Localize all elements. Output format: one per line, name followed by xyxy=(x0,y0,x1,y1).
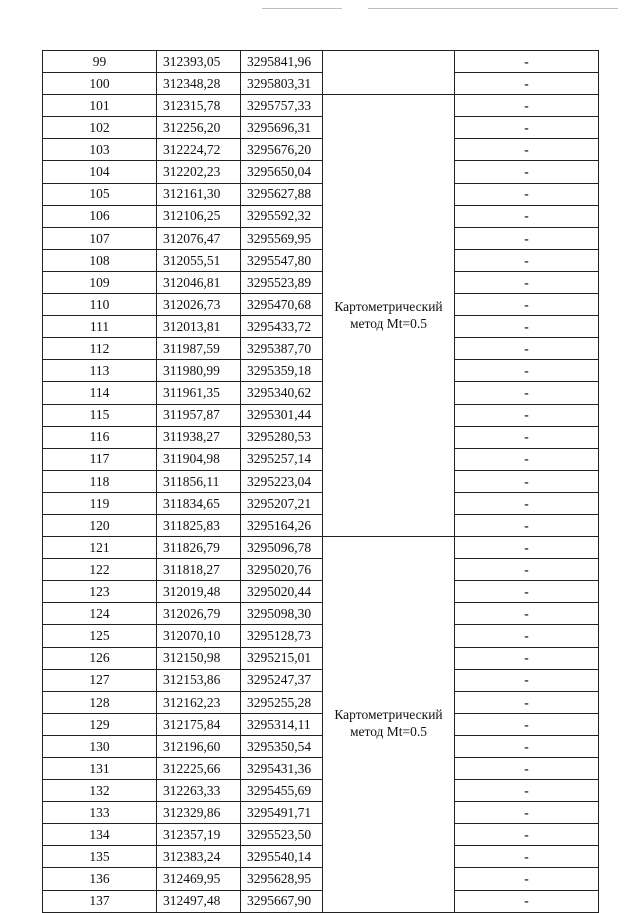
point-number-cell: 123 xyxy=(43,581,157,603)
accuracy-value-cell: - xyxy=(455,360,599,382)
accuracy-value-cell: - xyxy=(455,824,599,846)
point-number-cell: 128 xyxy=(43,691,157,713)
accuracy-value-cell: - xyxy=(455,95,599,117)
accuracy-value-cell: - xyxy=(455,802,599,824)
table-row xyxy=(43,647,599,669)
x-coordinate-cell: 311987,59 xyxy=(157,338,241,360)
x-coordinate-cell: 311980,99 xyxy=(157,360,241,382)
accuracy-value-cell: - xyxy=(455,492,599,514)
x-coordinate-cell: 312070,10 xyxy=(157,625,241,647)
point-number-cell: 105 xyxy=(43,183,157,205)
x-coordinate-cell: 312196,60 xyxy=(157,735,241,757)
table-row xyxy=(43,183,599,205)
point-number-cell: 129 xyxy=(43,713,157,735)
x-coordinate-cell: 312076,47 xyxy=(157,227,241,249)
x-coordinate-cell: 312329,86 xyxy=(157,802,241,824)
accuracy-value-cell: - xyxy=(455,227,599,249)
point-number-cell: 130 xyxy=(43,735,157,757)
x-coordinate-cell: 312224,72 xyxy=(157,139,241,161)
table-row xyxy=(43,669,599,691)
x-coordinate-cell: 312469,95 xyxy=(157,868,241,890)
accuracy-value-cell: - xyxy=(455,625,599,647)
point-number-cell: 106 xyxy=(43,205,157,227)
y-coordinate-cell: 3295523,50 xyxy=(241,824,323,846)
x-coordinate-cell: 311825,83 xyxy=(157,514,241,536)
accuracy-value-cell: - xyxy=(455,271,599,293)
point-number-cell: 120 xyxy=(43,514,157,536)
top-rule-1 xyxy=(262,8,342,9)
point-number-cell: 124 xyxy=(43,603,157,625)
point-number-cell: 115 xyxy=(43,404,157,426)
point-number-cell: 122 xyxy=(43,559,157,581)
x-coordinate-cell: 312497,48 xyxy=(157,890,241,912)
x-coordinate-cell: 311834,65 xyxy=(157,492,241,514)
y-coordinate-cell: 3295314,11 xyxy=(241,713,323,735)
table-row xyxy=(43,426,599,448)
table-row xyxy=(43,117,599,139)
accuracy-value-cell: - xyxy=(455,691,599,713)
x-coordinate-cell: 312046,81 xyxy=(157,271,241,293)
y-coordinate-cell: 3295676,20 xyxy=(241,139,323,161)
x-coordinate-cell: 312106,25 xyxy=(157,205,241,227)
table-row xyxy=(43,227,599,249)
accuracy-value-cell: - xyxy=(455,117,599,139)
table-row xyxy=(43,205,599,227)
table-row xyxy=(43,161,599,183)
x-coordinate-cell: 311818,27 xyxy=(157,559,241,581)
accuracy-value-cell: - xyxy=(455,316,599,338)
y-coordinate-cell: 3295247,37 xyxy=(241,669,323,691)
y-coordinate-cell: 3295650,04 xyxy=(241,161,323,183)
x-coordinate-cell: 312013,81 xyxy=(157,316,241,338)
table-row xyxy=(43,890,599,912)
x-coordinate-cell: 312263,33 xyxy=(157,780,241,802)
table-row xyxy=(43,51,599,73)
y-coordinate-cell: 3295215,01 xyxy=(241,647,323,669)
x-coordinate-cell: 312153,86 xyxy=(157,669,241,691)
point-number-cell: 111 xyxy=(43,316,157,338)
accuracy-value-cell: - xyxy=(455,338,599,360)
x-coordinate-cell: 312225,66 xyxy=(157,758,241,780)
table-row xyxy=(43,294,599,316)
point-number-cell: 101 xyxy=(43,95,157,117)
point-number-cell: 117 xyxy=(43,448,157,470)
x-coordinate-cell: 311938,27 xyxy=(157,426,241,448)
table-row xyxy=(43,780,599,802)
x-coordinate-cell: 311826,79 xyxy=(157,537,241,559)
accuracy-value-cell: - xyxy=(455,780,599,802)
y-coordinate-cell: 3295757,33 xyxy=(241,95,323,117)
point-number-cell: 114 xyxy=(43,382,157,404)
point-number-cell: 108 xyxy=(43,249,157,271)
table-row xyxy=(43,95,599,117)
y-coordinate-cell: 3295547,80 xyxy=(241,249,323,271)
accuracy-value-cell: - xyxy=(455,294,599,316)
point-number-cell: 116 xyxy=(43,426,157,448)
y-coordinate-cell: 3295359,18 xyxy=(241,360,323,382)
point-number-cell: 118 xyxy=(43,470,157,492)
accuracy-value-cell: - xyxy=(455,559,599,581)
point-number-cell: 126 xyxy=(43,647,157,669)
table-row xyxy=(43,691,599,713)
point-number-cell: 104 xyxy=(43,161,157,183)
method-cell: Картометрический метод Mt=0.5 xyxy=(323,537,455,913)
method-cell xyxy=(323,51,455,95)
accuracy-value-cell: - xyxy=(455,249,599,271)
point-number-cell: 99 xyxy=(43,51,157,73)
y-coordinate-cell: 3295207,21 xyxy=(241,492,323,514)
table-row xyxy=(43,338,599,360)
x-coordinate-cell: 312026,79 xyxy=(157,603,241,625)
table-row xyxy=(43,316,599,338)
coordinates-table xyxy=(42,50,599,913)
y-coordinate-cell: 3295627,88 xyxy=(241,183,323,205)
point-number-cell: 100 xyxy=(43,73,157,95)
y-coordinate-cell: 3295255,28 xyxy=(241,691,323,713)
y-coordinate-cell: 3295020,44 xyxy=(241,581,323,603)
y-coordinate-cell: 3295164,26 xyxy=(241,514,323,536)
x-coordinate-cell: 312383,24 xyxy=(157,846,241,868)
y-coordinate-cell: 3295128,73 xyxy=(241,625,323,647)
accuracy-value-cell: - xyxy=(455,890,599,912)
x-coordinate-cell: 312161,30 xyxy=(157,183,241,205)
table-row xyxy=(43,139,599,161)
point-number-cell: 133 xyxy=(43,802,157,824)
y-coordinate-cell: 3295540,14 xyxy=(241,846,323,868)
table-row xyxy=(43,448,599,470)
y-coordinate-cell: 3295387,70 xyxy=(241,338,323,360)
table-row xyxy=(43,802,599,824)
y-coordinate-cell: 3295340,62 xyxy=(241,382,323,404)
accuracy-value-cell: - xyxy=(455,846,599,868)
x-coordinate-cell: 312055,51 xyxy=(157,249,241,271)
table-row xyxy=(43,514,599,536)
accuracy-value-cell: - xyxy=(455,73,599,95)
accuracy-value-cell: - xyxy=(455,205,599,227)
table-row xyxy=(43,404,599,426)
table-row xyxy=(43,249,599,271)
y-coordinate-cell: 3295803,31 xyxy=(241,73,323,95)
point-number-cell: 135 xyxy=(43,846,157,868)
accuracy-value-cell: - xyxy=(455,448,599,470)
x-coordinate-cell: 312026,73 xyxy=(157,294,241,316)
table-row xyxy=(43,271,599,293)
accuracy-value-cell: - xyxy=(455,868,599,890)
x-coordinate-cell: 312348,28 xyxy=(157,73,241,95)
table-row xyxy=(43,735,599,757)
table-row xyxy=(43,824,599,846)
table-row xyxy=(43,581,599,603)
table-row xyxy=(43,382,599,404)
point-number-cell: 103 xyxy=(43,139,157,161)
accuracy-value-cell: - xyxy=(455,735,599,757)
table-row xyxy=(43,846,599,868)
table-row xyxy=(43,868,599,890)
y-coordinate-cell: 3295350,54 xyxy=(241,735,323,757)
accuracy-value-cell: - xyxy=(455,713,599,735)
x-coordinate-cell: 311957,87 xyxy=(157,404,241,426)
y-coordinate-cell: 3295491,71 xyxy=(241,802,323,824)
accuracy-value-cell: - xyxy=(455,647,599,669)
method-cell: Картометрический метод Mt=0.5 xyxy=(323,95,455,537)
coordinates-table-body xyxy=(43,51,599,913)
y-coordinate-cell: 3295455,69 xyxy=(241,780,323,802)
table-row xyxy=(43,73,599,95)
point-number-cell: 127 xyxy=(43,669,157,691)
top-rule-2 xyxy=(368,8,618,9)
accuracy-value-cell: - xyxy=(455,758,599,780)
table-row xyxy=(43,537,599,559)
accuracy-value-cell: - xyxy=(455,382,599,404)
x-coordinate-cell: 312315,78 xyxy=(157,95,241,117)
x-coordinate-cell: 312019,48 xyxy=(157,581,241,603)
x-coordinate-cell: 312256,20 xyxy=(157,117,241,139)
accuracy-value-cell: - xyxy=(455,470,599,492)
accuracy-value-cell: - xyxy=(455,183,599,205)
y-coordinate-cell: 3295223,04 xyxy=(241,470,323,492)
x-coordinate-cell: 312393,05 xyxy=(157,51,241,73)
point-number-cell: 119 xyxy=(43,492,157,514)
y-coordinate-cell: 3295569,95 xyxy=(241,227,323,249)
y-coordinate-cell: 3295301,44 xyxy=(241,404,323,426)
y-coordinate-cell: 3295667,90 xyxy=(241,890,323,912)
accuracy-value-cell: - xyxy=(455,537,599,559)
y-coordinate-cell: 3295098,30 xyxy=(241,603,323,625)
x-coordinate-cell: 312150,98 xyxy=(157,647,241,669)
y-coordinate-cell: 3295841,96 xyxy=(241,51,323,73)
y-coordinate-cell: 3295592,32 xyxy=(241,205,323,227)
point-number-cell: 110 xyxy=(43,294,157,316)
accuracy-value-cell: - xyxy=(455,161,599,183)
point-number-cell: 132 xyxy=(43,780,157,802)
accuracy-value-cell: - xyxy=(455,603,599,625)
y-coordinate-cell: 3295096,78 xyxy=(241,537,323,559)
point-number-cell: 102 xyxy=(43,117,157,139)
y-coordinate-cell: 3295280,53 xyxy=(241,426,323,448)
table-row xyxy=(43,603,599,625)
x-coordinate-cell: 312357,19 xyxy=(157,824,241,846)
x-coordinate-cell: 311856,11 xyxy=(157,470,241,492)
table-row xyxy=(43,559,599,581)
point-number-cell: 112 xyxy=(43,338,157,360)
table-row xyxy=(43,470,599,492)
table-row xyxy=(43,360,599,382)
y-coordinate-cell: 3295470,68 xyxy=(241,294,323,316)
x-coordinate-cell: 311904,98 xyxy=(157,448,241,470)
x-coordinate-cell: 312202,23 xyxy=(157,161,241,183)
accuracy-value-cell: - xyxy=(455,581,599,603)
table-row xyxy=(43,492,599,514)
y-coordinate-cell: 3295523,89 xyxy=(241,271,323,293)
table-row xyxy=(43,758,599,780)
y-coordinate-cell: 3295431,36 xyxy=(241,758,323,780)
point-number-cell: 113 xyxy=(43,360,157,382)
point-number-cell: 107 xyxy=(43,227,157,249)
point-number-cell: 131 xyxy=(43,758,157,780)
accuracy-value-cell: - xyxy=(455,426,599,448)
accuracy-value-cell: - xyxy=(455,514,599,536)
point-number-cell: 137 xyxy=(43,890,157,912)
y-coordinate-cell: 3295433,72 xyxy=(241,316,323,338)
point-number-cell: 134 xyxy=(43,824,157,846)
y-coordinate-cell: 3295628,95 xyxy=(241,868,323,890)
accuracy-value-cell: - xyxy=(455,51,599,73)
table-row xyxy=(43,713,599,735)
table-row xyxy=(43,625,599,647)
y-coordinate-cell: 3295696,31 xyxy=(241,117,323,139)
y-coordinate-cell: 3295020,76 xyxy=(241,559,323,581)
x-coordinate-cell: 311961,35 xyxy=(157,382,241,404)
point-number-cell: 121 xyxy=(43,537,157,559)
point-number-cell: 136 xyxy=(43,868,157,890)
accuracy-value-cell: - xyxy=(455,404,599,426)
x-coordinate-cell: 312162,23 xyxy=(157,691,241,713)
accuracy-value-cell: - xyxy=(455,139,599,161)
x-coordinate-cell: 312175,84 xyxy=(157,713,241,735)
point-number-cell: 109 xyxy=(43,271,157,293)
y-coordinate-cell: 3295257,14 xyxy=(241,448,323,470)
accuracy-value-cell: - xyxy=(455,669,599,691)
point-number-cell: 125 xyxy=(43,625,157,647)
